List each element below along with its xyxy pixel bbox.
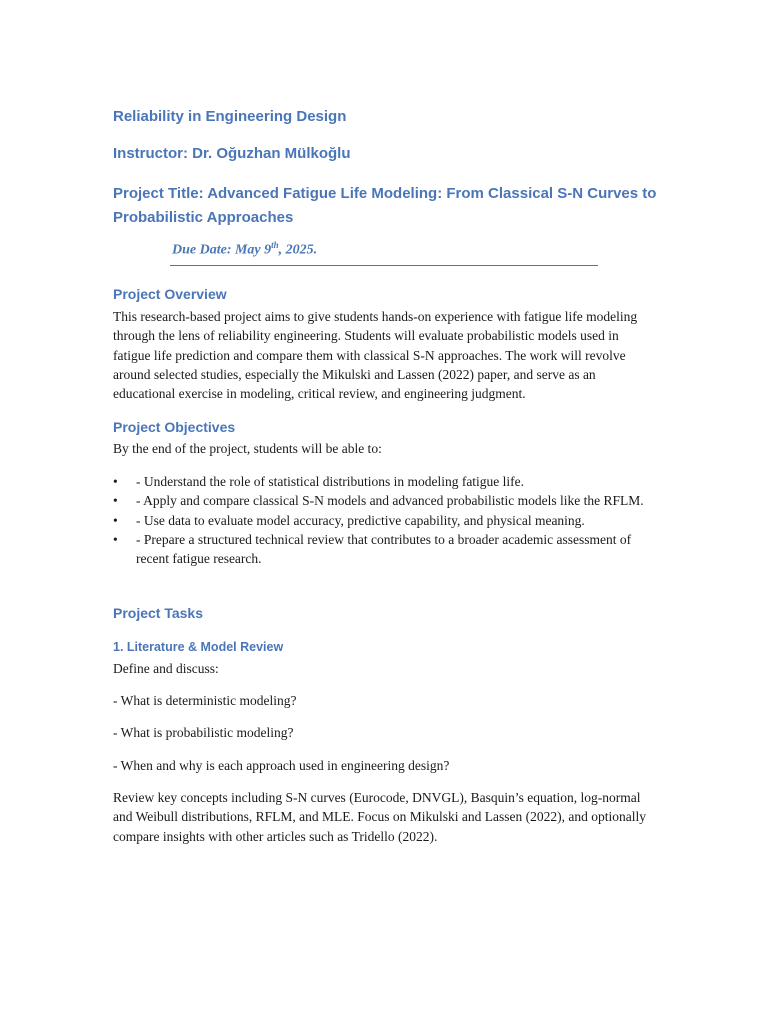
define-discuss-text: Define and discuss: xyxy=(113,661,219,676)
due-date-suffix: , 2025. xyxy=(278,242,318,258)
bullet-icon: • xyxy=(113,474,118,489)
overview-heading: Project Overview xyxy=(113,286,227,302)
list-item xyxy=(113,472,658,491)
bullet-icon: • xyxy=(113,512,118,528)
due-date-prefix: Due Date: May 9 xyxy=(172,242,272,258)
bullet-icon: • xyxy=(113,531,118,547)
course-title: Reliability in Engineering Design xyxy=(113,108,347,125)
divider-line xyxy=(170,265,598,266)
project-title-line2: Probabilistic Approaches xyxy=(113,209,294,226)
list-item-text: - Understand the role of statistical distributions in modeling fatigue life. xyxy=(136,474,525,489)
objectives-list xyxy=(113,472,658,568)
list-item xyxy=(113,491,658,510)
instructor-line: Instructor: Dr. Oğuzhan Mülkoğlu xyxy=(113,145,351,162)
project-title xyxy=(113,182,656,230)
due-date-sup: th xyxy=(271,240,279,250)
question-deterministic: - What is deterministic modeling? xyxy=(113,693,297,708)
question-probabilistic: - What is probabilistic modeling? xyxy=(113,725,294,740)
overview-text: This research-based project aims to give students hands-on experience with fatigue life modeling through the lens of reliability engineering. Students will evaluate probabilistic models used in fatigue life prediction and compare them with classical S-N approaches. The work will revolve around selected studies, especially the Mikulski and Lassen (2022) paper, and serve as an educational exercise in modeling, critical review, and engineering judgment. xyxy=(113,309,638,402)
due-date xyxy=(172,240,317,259)
list-item-text: - Prepare a structured technical review that contributes to a broader academic assessment of recent fatigue research. xyxy=(136,531,632,567)
list-item xyxy=(113,511,658,530)
review-text: Review key concepts including S-N curves (Eurocode, DNVGL), Basquin’s equation, log-normal and Weibull distributions, RFLM, and MLE. Focus on Mikulski and Lassen (2022), and optionally compare insights with other articles such as Tridello (2022). xyxy=(113,790,647,844)
task-1-heading: 1. Literature & Model Review xyxy=(113,640,284,654)
list-item xyxy=(113,530,658,569)
objectives-intro: By the end of the project, students will be able to: xyxy=(113,441,382,456)
list-item-text: - Apply and compare classical S-N models and advanced probabilistic models like the RFLM. xyxy=(136,493,644,509)
objectives-heading: Project Objectives xyxy=(113,419,236,435)
bullet-icon: • xyxy=(113,493,118,509)
tasks-heading: Project Tasks xyxy=(113,605,204,621)
list-item-text: - Use data to evaluate model accuracy, predictive capability, and physical meaning. xyxy=(136,512,585,528)
question-when-why: - When and why is each approach used in engineering design? xyxy=(113,758,450,773)
project-title-line1: Project Title: Advanced Fatigue Life Modeling: From Classical S-N Curves to xyxy=(113,185,657,202)
